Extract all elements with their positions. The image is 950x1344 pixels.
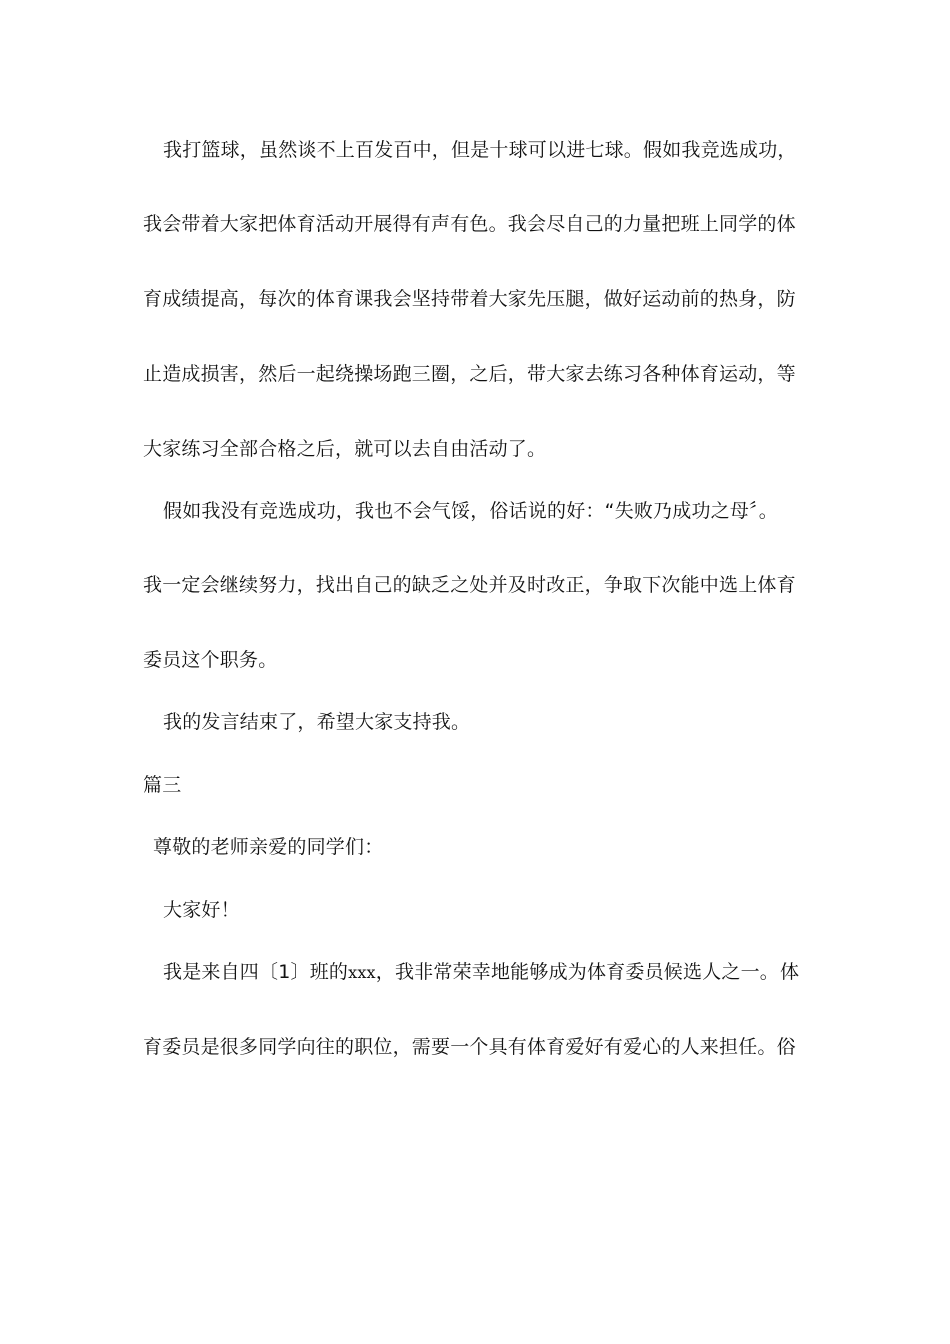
text-segment: ，我非常荣幸地能够成为体育委员候选人之一。 (375, 961, 779, 983)
paragraph-line: 止造成损害，然后一起绕操场跑三圈，之后，带大家去练习各种体育运动，等 (143, 363, 796, 385)
closing-line: 我的发言结束了，希望大家支持我。 (163, 711, 471, 733)
placeholder-name: xxx (348, 963, 376, 982)
paragraph-line: 育成绩提高，每次的体育课我会坚持带着大家先压腿，做好运动前的热身，防 (143, 288, 796, 310)
section-heading: 篇三 (143, 774, 182, 796)
paragraph-line: 大家练习全部合格之后，就可以去自由活动了。 (143, 438, 547, 460)
paragraph-line: 假如我没有竞选成功，我也不会气馁，俗话说的好：“失败乃成功之母〞。 (163, 500, 778, 522)
paragraph-line: 委员这个职务。 (143, 649, 278, 671)
paragraph-line: 我一定会继续努力，找出自己的缺乏之处并及时改正，争取下次能中选上体育 (143, 574, 796, 596)
paragraph-line: 我打篮球，虽然谈不上百发百中，但是十球可以进七球。假如我竞选成功， (163, 139, 797, 161)
paragraph-line-end: 体 (780, 961, 800, 983)
paragraph-line (163, 959, 779, 986)
text-segment: 我是来自四〔1〕班的 (163, 961, 349, 983)
paragraph-line: 育委员是很多同学向往的职位，需要一个具有体育爱好有爱心的人来担任。俗 (143, 1036, 796, 1058)
greeting: 大家好！ (163, 899, 240, 921)
salutation: 尊敬的老师亲爱的同学们： (153, 836, 384, 858)
paragraph-line: 我会带着大家把体育活动开展得有声有色。我会尽自己的力量把班上同学的体 (143, 213, 796, 235)
